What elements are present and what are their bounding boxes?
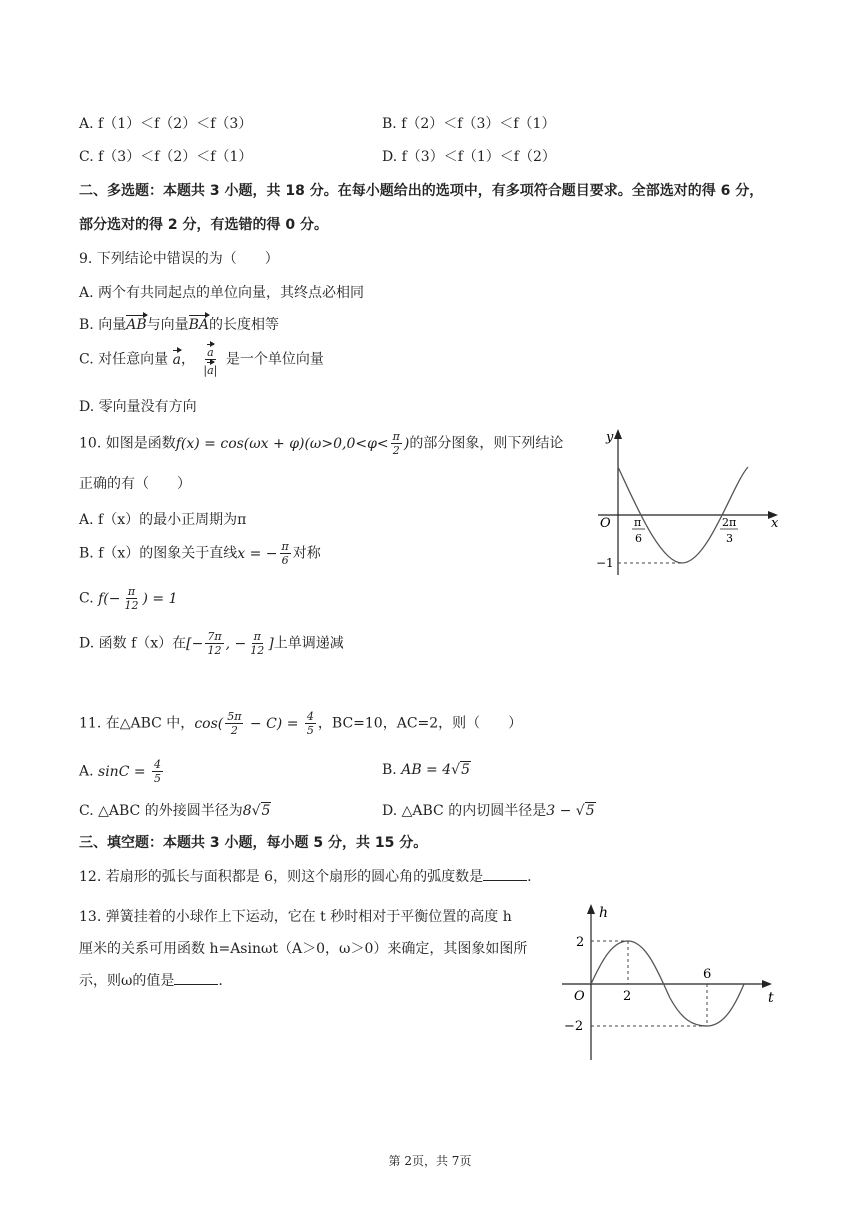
q9-stem: 9. 下列结论中错误的为（ ） [79,251,279,267]
q10-y-min-label: −1 [596,556,614,570]
q10-cosine-graph [590,425,790,585]
q10-stem: 10. 如图是函数f(x) = cos(ωx + φ)(ω>0,0<φ< $\frac{\pi}{2}$ )的部分图象，则下列结论 [79,430,564,457]
q10-option-a: A. f（x）的最小正周期为π [79,512,247,528]
q10-tick2-num: 2π [722,516,737,529]
q13-y-max-label: 2 [576,935,585,950]
q9-option-c: C. 对任意向量 a， $\frac{a}{|a|}$ 是一个单位向量 [79,342,324,377]
q13-answer-blank [174,972,218,985]
q10-tick1-den: 6 [635,532,642,545]
q11-option-c: C. △ABC 的外接圆半径为8√5 [79,803,271,819]
q10-y-axis-label: y [606,430,614,445]
vector-ba: BA [189,313,209,333]
q10-option-c: C. f(− $\frac{\pi}{12}$ ) = 1 [79,585,178,612]
q10-option-d: D. 函数 f（x）在[− $\frac{7\pi}{12}$ , − $\frac{\pi}{12}$ ]上单调递减 [79,630,344,657]
q10-x-axis-label: x [771,516,779,531]
q8-option-c: C. f（3）＜f（2）＜f（1） [79,149,253,165]
q11-stem: 11. 在△ABC 中，cos( $\frac{5\pi}{2}$ − C) = $\frac{4}{5}$ ，BC=10，AC=2，则（ ） [79,710,523,737]
q8-option-d: D. f（3）＜f（1）＜f（2） [382,149,556,165]
q13-line2: 厘米的关系可用函数 h=Asinωt（A＞0，ω＞0）来确定，其图象如图所 [79,941,528,957]
q10-function: f(x) = cos(ωx + φ)(ω>0,0<φ< $\frac{\pi}{2}$ ) [175,430,410,457]
q13-line3: 示，则ω的值是 . [79,973,223,989]
section3-heading: 三、填空题：本题共 3 小题，每小题 5 分，共 15 分。 [79,835,428,851]
unit-vector-fraction: $\frac{a}{|a|}$ [201,342,219,377]
q10-option-b: B. f（x）的图象关于直线x = − $\frac{\pi}{6}$ 对称 [79,540,321,567]
q11-option-a: A. sinC = $\frac{4}{5}$ [79,758,162,785]
q11-option-b: B. AB = 4√5 [382,762,470,778]
q13-line1: 13. 弹簧挂着的小球作上下运动，它在 t 秒时相对于平衡位置的高度 h [79,909,512,925]
q13-sine-graph [558,898,788,1068]
q13-origin-label: O [574,989,585,1004]
q10-tick2-den: 3 [726,532,733,545]
q9-option-d: D. 零向量没有方向 [79,399,197,415]
q13-x-peak-label: 2 [623,989,632,1004]
q13-y-axis-label: h [599,905,609,921]
q9-option-b: B. 向量AB与向量BA的长度相等 [79,313,279,334]
page-footer: 第 2页，共 7页 [388,1154,472,1168]
q8-option-a: A. f（1）＜f（2）＜f（3） [79,116,253,132]
section2-heading-line2: 部分选对的得 2 分，有选错的得 0 分。 [79,217,328,233]
q10-stem-line2: 正确的有（ ） [79,476,191,492]
q10-tick1-num: π [634,516,642,529]
q12-stem: 12. 若扇形的弧长与面积都是 6，则这个扇形的圆心角的弧度数是 . [79,869,532,885]
q10-origin-label: O [600,516,611,531]
section2-heading-line1: 二、多选题：本题共 3 小题，共 18 分。在每小题给出的选项中，有多项符合题目要求。全部选对的得 6 分， [79,183,764,199]
q12-answer-blank [483,868,527,881]
vector-a: a [173,348,181,368]
q8-option-b: B. f（2）＜f（3）＜f（1） [382,116,556,132]
q9-option-a: A. 两个有共同起点的单位向量，其终点必相同 [79,285,365,301]
q11-option-d: D. △ABC 的内切圆半径是3 − √5 [382,803,595,819]
vector-ab: AB [126,313,146,333]
q13-y-min-label: −2 [564,1019,584,1034]
q13-x-axis-label: t [768,990,774,1006]
q13-x-trough-label: 6 [703,967,712,982]
